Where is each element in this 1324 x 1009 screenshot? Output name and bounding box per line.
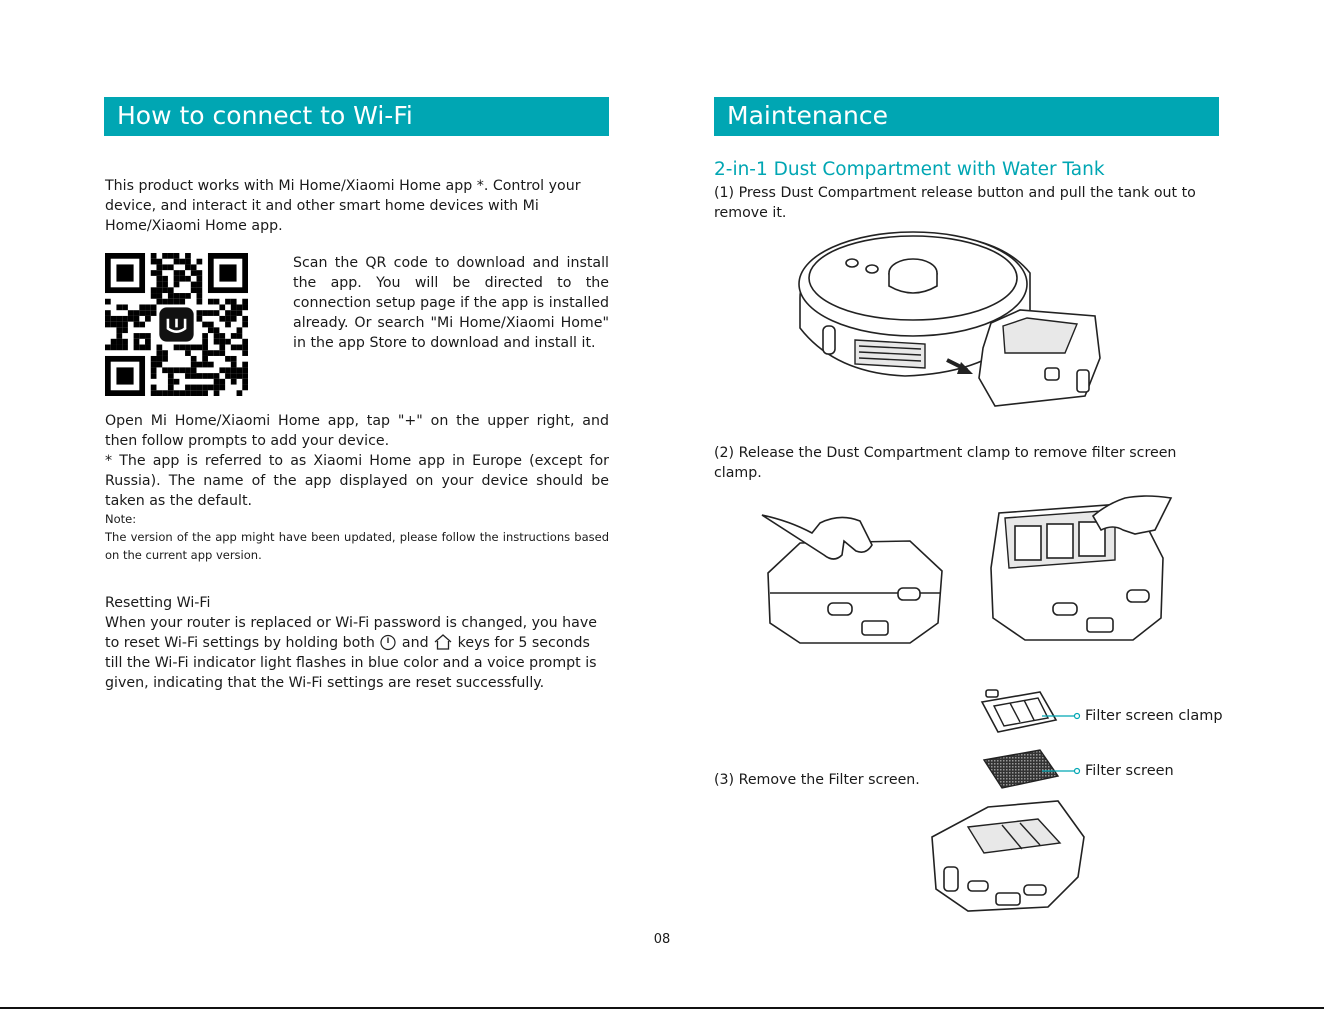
step-2-text: (2) Release the Dust Compartment clamp to remove filter screen clamp. bbox=[714, 445, 1177, 481]
reset-wifi-paragraph bbox=[105, 613, 609, 693]
note-text: The version of the app might have been updated, please follow the instructions based on the current app version. bbox=[105, 530, 609, 562]
section-heading-wifi: How to connect to Wi-Fi bbox=[104, 97, 609, 136]
subheading-dust-compartment: 2-in-1 Dust Compartment with Water Tank bbox=[714, 159, 1105, 180]
robot-vacuum-illustration bbox=[795, 228, 1105, 413]
step-3-text: (3) Remove the Filter screen. bbox=[714, 772, 920, 788]
reset-wifi-title: Resetting Wi-Fi bbox=[105, 595, 211, 611]
label-filter-screen: Filter screen bbox=[1085, 763, 1174, 779]
power-icon bbox=[379, 633, 397, 651]
hand-illustration bbox=[760, 493, 950, 653]
filter-clamp-pointer bbox=[1042, 712, 1082, 720]
open-app-paragraph: Open Mi Home/Xiaomi Home app, tap "+" on the upper right, and then follow prompts to add your device. bbox=[105, 413, 609, 449]
app-name-footnote: * The app is referred to as Xiaomi Home app in Europe (except for Russia). The name of the app displayed on your device should be taken as the default. bbox=[105, 453, 609, 509]
hand-illustration bbox=[985, 468, 1175, 653]
reset-text-and: and bbox=[401, 635, 429, 651]
qr-code bbox=[105, 253, 248, 396]
home-icon bbox=[433, 633, 453, 651]
step-1-text: (1) Press Dust Compartment release button and pull the tank out to remove it. bbox=[714, 185, 1196, 221]
label-filter-clamp: Filter screen clamp bbox=[1085, 708, 1223, 724]
page-number: 08 bbox=[653, 932, 671, 947]
qr-instructions: Scan the QR code to download and install the app. You will be directed to the connection setup page if the app is installed already. Or search "Mi Home/Xiaomi Home" in the app Store to download and install it. bbox=[293, 255, 609, 351]
filter-screen-pointer bbox=[1042, 767, 1082, 775]
intro-paragraph: This product works with Mi Home/Xiaomi Home app *. Control your device, and interact it and other smart home devices with Mi Home/Xiaomi Home app. bbox=[105, 178, 581, 234]
reset-text-part-2: keys for 5 seconds till the Wi-Fi indicator light flashes in blue color and a voice prompt is given, indicating that the Wi-Fi settings are reset successfully. bbox=[105, 635, 597, 691]
dust-compartment-illustration bbox=[928, 797, 1088, 915]
section-heading-maintenance: Maintenance bbox=[714, 97, 1219, 136]
note-label: Note: bbox=[105, 512, 137, 526]
reset-text-part-1: When your router is replaced or Wi-Fi password is changed, you have to reset Wi-Fi settings by holding both bbox=[105, 615, 597, 651]
